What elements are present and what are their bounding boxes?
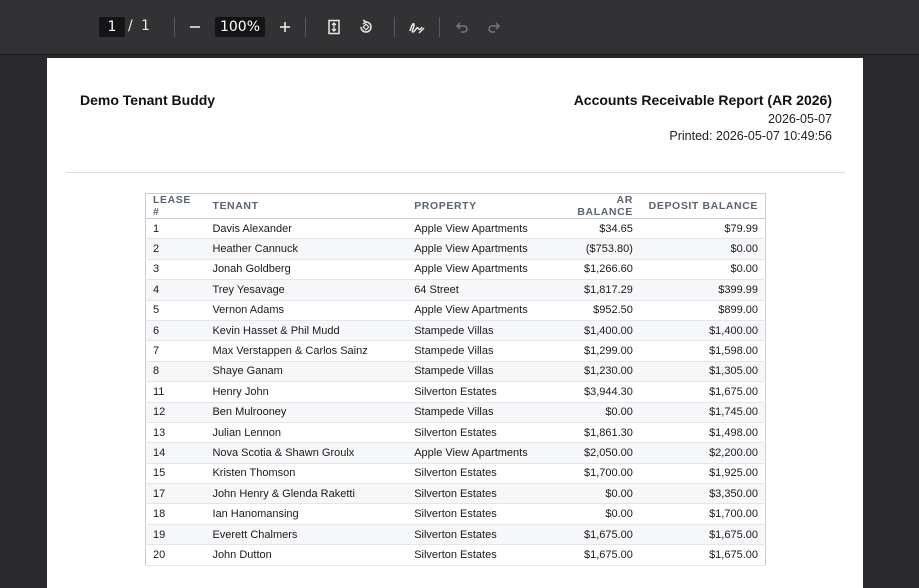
lease-number-cell: 14 bbox=[146, 443, 206, 463]
lease-number-cell: 1 bbox=[146, 219, 206, 239]
ar-balance-cell: $1,675.00 bbox=[552, 524, 640, 544]
ar-balance-cell: $0.00 bbox=[552, 504, 640, 524]
tenant-cell: Trey Yesavage bbox=[205, 280, 407, 300]
zoom-in-button[interactable] bbox=[273, 15, 297, 39]
deposit-balance-cell: $399.99 bbox=[640, 280, 766, 300]
deposit-balance-cell: $1,700.00 bbox=[640, 504, 766, 524]
table-row bbox=[146, 219, 766, 239]
tenant-cell: Shaye Ganam bbox=[205, 361, 407, 381]
pdf-page bbox=[47, 58, 863, 588]
deposit-balance-cell: $1,400.00 bbox=[640, 320, 766, 340]
table-row bbox=[146, 361, 766, 381]
tenant-cell: Ian Hanomansing bbox=[205, 504, 407, 524]
deposit-balance-cell: $1,745.00 bbox=[640, 402, 766, 422]
table-header-row bbox=[146, 194, 766, 219]
lease-number-cell: 8 bbox=[146, 361, 206, 381]
tenant-cell: Kristen Thomson bbox=[205, 463, 407, 483]
lease-number-cell: 15 bbox=[146, 463, 206, 483]
table-row bbox=[146, 341, 766, 361]
property-cell: Silverton Estates bbox=[407, 484, 552, 504]
column-header-ar-balance: AR BALANCE bbox=[552, 194, 640, 219]
ar-balance-cell: $1,817.29 bbox=[552, 280, 640, 300]
page-separator: / bbox=[128, 18, 133, 34]
table-row bbox=[146, 402, 766, 422]
lease-number-cell: 18 bbox=[146, 504, 206, 524]
deposit-balance-cell: $1,925.00 bbox=[640, 463, 766, 483]
table-row bbox=[146, 504, 766, 524]
redo-button[interactable] bbox=[482, 15, 506, 39]
property-cell: Stampede Villas bbox=[407, 341, 552, 361]
property-cell: Silverton Estates bbox=[407, 463, 552, 483]
header-divider bbox=[66, 172, 845, 173]
tenant-cell: Nova Scotia & Shawn Groulx bbox=[205, 443, 407, 463]
ar-balance-cell: $952.50 bbox=[552, 300, 640, 320]
ar-balance-cell: $1,700.00 bbox=[552, 463, 640, 483]
lease-number-cell: 4 bbox=[146, 280, 206, 300]
column-header-deposit-balance: DEPOSIT BALANCE bbox=[640, 194, 766, 219]
lease-number-cell: 12 bbox=[146, 402, 206, 422]
undo-icon bbox=[454, 19, 470, 35]
ar-balance-cell: $0.00 bbox=[552, 402, 640, 422]
lease-number-cell: 11 bbox=[146, 382, 206, 402]
table-body bbox=[146, 219, 766, 566]
ar-balance-cell: $1,675.00 bbox=[552, 545, 640, 565]
table-row bbox=[146, 463, 766, 483]
ar-balance-cell: $1,266.60 bbox=[552, 259, 640, 279]
signature-icon bbox=[408, 18, 426, 36]
lease-number-cell: 13 bbox=[146, 422, 206, 442]
ar-balance-cell: $34.65 bbox=[552, 219, 640, 239]
ar-balance-cell: $0.00 bbox=[552, 484, 640, 504]
column-header-tenant: TENANT bbox=[205, 194, 407, 219]
page-total: 1 bbox=[141, 18, 150, 34]
report-title: Accounts Receivable Report (AR 2026) bbox=[573, 92, 832, 108]
toolbar-divider bbox=[394, 17, 395, 37]
deposit-balance-cell: $1,305.00 bbox=[640, 361, 766, 381]
lease-number-cell: 5 bbox=[146, 300, 206, 320]
rotate-icon bbox=[357, 18, 375, 36]
toolbar-divider bbox=[439, 17, 440, 37]
minus-icon bbox=[188, 20, 202, 34]
table-row bbox=[146, 300, 766, 320]
tenant-cell: Kevin Hasset & Phil Mudd bbox=[205, 320, 407, 340]
zoom-level-input[interactable]: 100% bbox=[215, 17, 265, 37]
toolbar-divider bbox=[305, 17, 306, 37]
ar-balance-cell: $1,299.00 bbox=[552, 341, 640, 361]
deposit-balance-cell: $3,350.00 bbox=[640, 484, 766, 504]
report-date: 2026-05-07 bbox=[768, 112, 832, 126]
column-header-property: PROPERTY bbox=[407, 194, 552, 219]
property-cell: Apple View Apartments bbox=[407, 239, 552, 259]
tenant-cell: Everett Chalmers bbox=[205, 524, 407, 544]
property-cell: Stampede Villas bbox=[407, 361, 552, 381]
zoom-out-button[interactable] bbox=[183, 15, 207, 39]
toolbar-divider bbox=[174, 17, 175, 37]
table-row bbox=[146, 545, 766, 565]
property-cell: 64 Street bbox=[407, 280, 552, 300]
rotate-button[interactable] bbox=[354, 15, 378, 39]
draw-button[interactable] bbox=[405, 15, 429, 39]
tenant-cell: John Henry & Glenda Raketti bbox=[205, 484, 407, 504]
tenant-cell: John Dutton bbox=[205, 545, 407, 565]
printed-timestamp: Printed: 2026-05-07 10:49:56 bbox=[669, 129, 832, 143]
table-row bbox=[146, 382, 766, 402]
redo-icon bbox=[486, 19, 502, 35]
tenant-cell: Julian Lennon bbox=[205, 422, 407, 442]
table-row bbox=[146, 239, 766, 259]
table-row bbox=[146, 320, 766, 340]
deposit-balance-cell: $1,675.00 bbox=[640, 382, 766, 402]
column-header-lease: LEASE # bbox=[146, 194, 206, 219]
property-cell: Silverton Estates bbox=[407, 382, 552, 402]
tenant-cell: Heather Cannuck bbox=[205, 239, 407, 259]
lease-number-cell: 2 bbox=[146, 239, 206, 259]
property-cell: Apple View Apartments bbox=[407, 219, 552, 239]
ar-balance-cell: $1,861.30 bbox=[552, 422, 640, 442]
tenant-cell: Henry John bbox=[205, 382, 407, 402]
tenant-cell: Jonah Goldberg bbox=[205, 259, 407, 279]
property-cell: Silverton Estates bbox=[407, 524, 552, 544]
tenant-cell: Vernon Adams bbox=[205, 300, 407, 320]
ar-balance-cell: $1,230.00 bbox=[552, 361, 640, 381]
tenant-cell: Davis Alexander bbox=[205, 219, 407, 239]
ar-balance-cell: $1,400.00 bbox=[552, 320, 640, 340]
plus-icon bbox=[278, 20, 292, 34]
property-cell: Silverton Estates bbox=[407, 422, 552, 442]
table-row bbox=[146, 422, 766, 442]
lease-number-cell: 3 bbox=[146, 259, 206, 279]
property-cell: Apple View Apartments bbox=[407, 443, 552, 463]
lease-number-cell: 7 bbox=[146, 341, 206, 361]
deposit-balance-cell: $1,598.00 bbox=[640, 341, 766, 361]
lease-number-cell: 6 bbox=[146, 320, 206, 340]
fit-page-button[interactable] bbox=[322, 15, 346, 39]
deposit-balance-cell: $1,675.00 bbox=[640, 545, 766, 565]
property-cell: Stampede Villas bbox=[407, 402, 552, 422]
ar-balance-cell: $3,944.30 bbox=[552, 382, 640, 402]
table-row bbox=[146, 524, 766, 544]
deposit-balance-cell: $2,200.00 bbox=[640, 443, 766, 463]
undo-button[interactable] bbox=[450, 15, 474, 39]
tenant-cell: Max Verstappen & Carlos Sainz bbox=[205, 341, 407, 361]
deposit-balance-cell: $1,498.00 bbox=[640, 422, 766, 442]
deposit-balance-cell: $0.00 bbox=[640, 239, 766, 259]
deposit-balance-cell: $1,675.00 bbox=[640, 524, 766, 544]
pdf-toolbar bbox=[0, 0, 919, 55]
lease-number-cell: 17 bbox=[146, 484, 206, 504]
deposit-balance-cell: $79.99 bbox=[640, 219, 766, 239]
page-number-input[interactable]: 1 bbox=[99, 17, 125, 37]
property-cell: Apple View Apartments bbox=[407, 259, 552, 279]
table-row bbox=[146, 280, 766, 300]
lease-number-cell: 19 bbox=[146, 524, 206, 544]
property-cell: Silverton Estates bbox=[407, 545, 552, 565]
property-cell: Apple View Apartments bbox=[407, 300, 552, 320]
ar-report-table bbox=[145, 193, 766, 566]
ar-balance-cell: $2,050.00 bbox=[552, 443, 640, 463]
deposit-balance-cell: $899.00 bbox=[640, 300, 766, 320]
table-row bbox=[146, 443, 766, 463]
deposit-balance-cell: $0.00 bbox=[640, 259, 766, 279]
fit-page-icon bbox=[326, 19, 342, 35]
property-cell: Silverton Estates bbox=[407, 504, 552, 524]
lease-number-cell: 20 bbox=[146, 545, 206, 565]
table-row bbox=[146, 484, 766, 504]
company-name: Demo Tenant Buddy bbox=[80, 92, 216, 108]
property-cell: Stampede Villas bbox=[407, 320, 552, 340]
ar-balance-cell: ($753.80) bbox=[552, 239, 640, 259]
table-row bbox=[146, 259, 766, 279]
tenant-cell: Ben Mulrooney bbox=[205, 402, 407, 422]
